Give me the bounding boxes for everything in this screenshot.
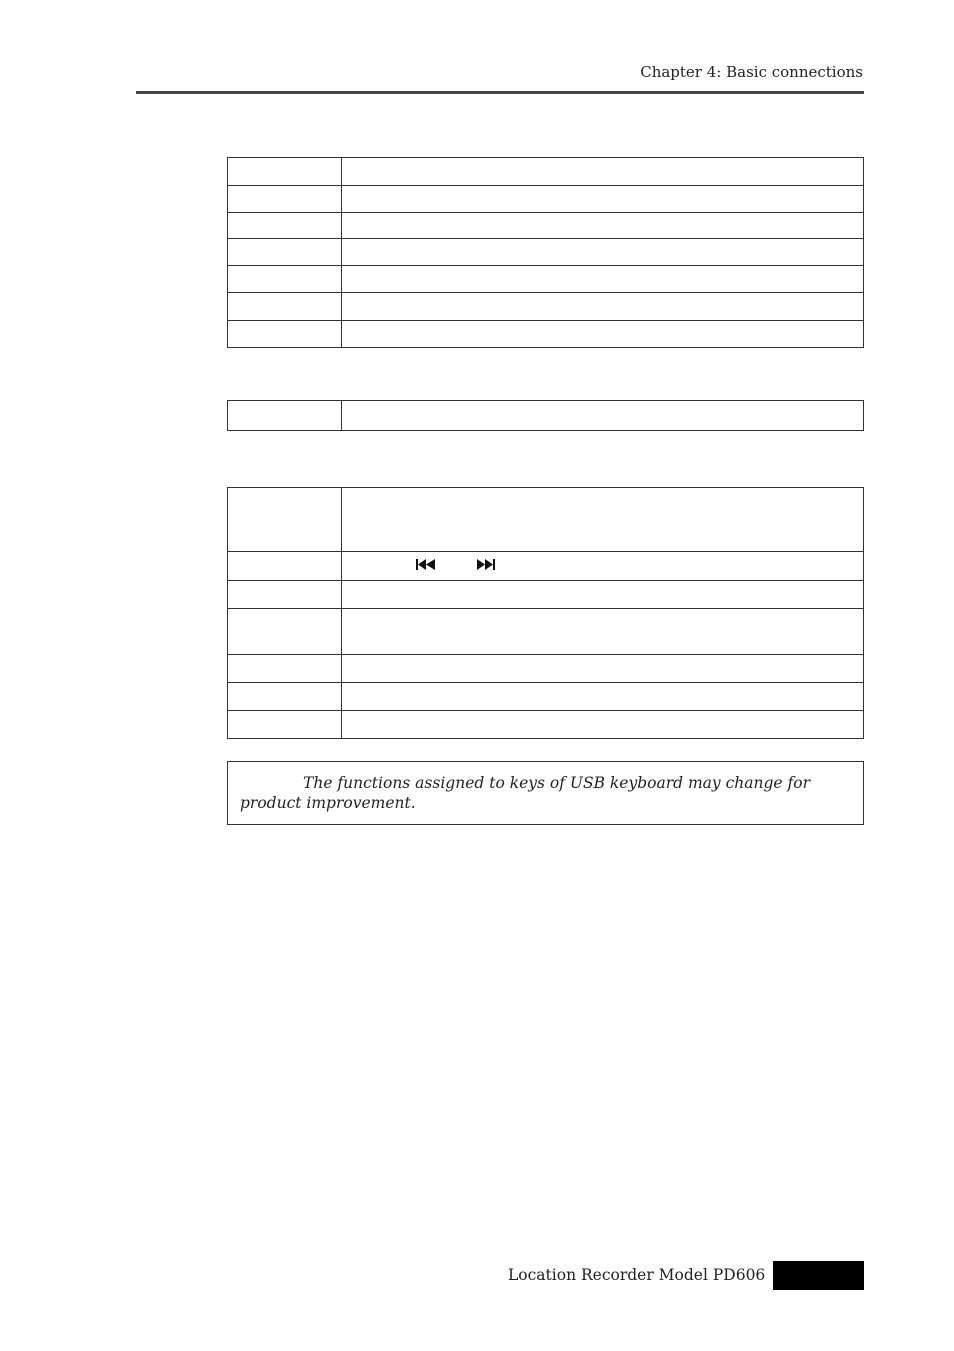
table-cell-value (342, 158, 864, 186)
table-row (228, 266, 864, 293)
table-cell-key (228, 581, 342, 609)
page-number-block (773, 1261, 864, 1290)
table-cell-key (228, 655, 342, 683)
table-row (228, 552, 864, 581)
note-text: The functions assigned to keys of USB keyboard may change for product improvement. (240, 774, 810, 812)
table-row (228, 158, 864, 186)
table-cell-value (342, 401, 864, 431)
table-row (228, 213, 864, 239)
spec-table-3 (227, 487, 864, 739)
header-divider (136, 91, 864, 94)
table-cell-value (342, 711, 864, 739)
table-cell-key (228, 239, 342, 266)
skip-back-icon (416, 559, 436, 570)
table-row (228, 239, 864, 266)
table-row (228, 488, 864, 552)
table-cell-key (228, 321, 342, 348)
table-cell-key (228, 158, 342, 186)
spec-table-2 (227, 400, 864, 431)
table-row (228, 293, 864, 321)
table-cell-key (228, 683, 342, 711)
table-row (228, 609, 864, 655)
table-cell-key (228, 186, 342, 213)
table-cell-value (342, 609, 864, 655)
table-cell-value (342, 293, 864, 321)
table-cell-key (228, 401, 342, 431)
table-row (228, 401, 864, 431)
table-row (228, 186, 864, 213)
table-cell-value (342, 581, 864, 609)
table-cell-value (342, 488, 864, 552)
table-row (228, 321, 864, 348)
table-cell-key (228, 711, 342, 739)
note-box (227, 761, 864, 825)
table-row (228, 581, 864, 609)
table-cell-value (342, 655, 864, 683)
table-cell-key (228, 266, 342, 293)
spec-table-1 (227, 157, 864, 348)
table-cell-key (228, 293, 342, 321)
table-row (228, 683, 864, 711)
table-cell-value (342, 186, 864, 213)
transport-icons (416, 559, 496, 570)
table-cell-key (228, 213, 342, 239)
table-row (228, 711, 864, 739)
table-cell-value (342, 213, 864, 239)
table-cell-value (342, 321, 864, 348)
table-cell-key (228, 552, 342, 581)
table-row (228, 655, 864, 683)
table-cell-key (228, 488, 342, 552)
chapter-title: Chapter 4: Basic connections (640, 63, 863, 81)
table-cell-value (342, 683, 864, 711)
table-cell-value (342, 239, 864, 266)
table-cell-key (228, 609, 342, 655)
footer-product-name: Location Recorder Model PD606 (508, 1266, 766, 1284)
table-cell-value (342, 552, 864, 581)
skip-forward-icon (476, 559, 496, 570)
table-cell-value (342, 266, 864, 293)
